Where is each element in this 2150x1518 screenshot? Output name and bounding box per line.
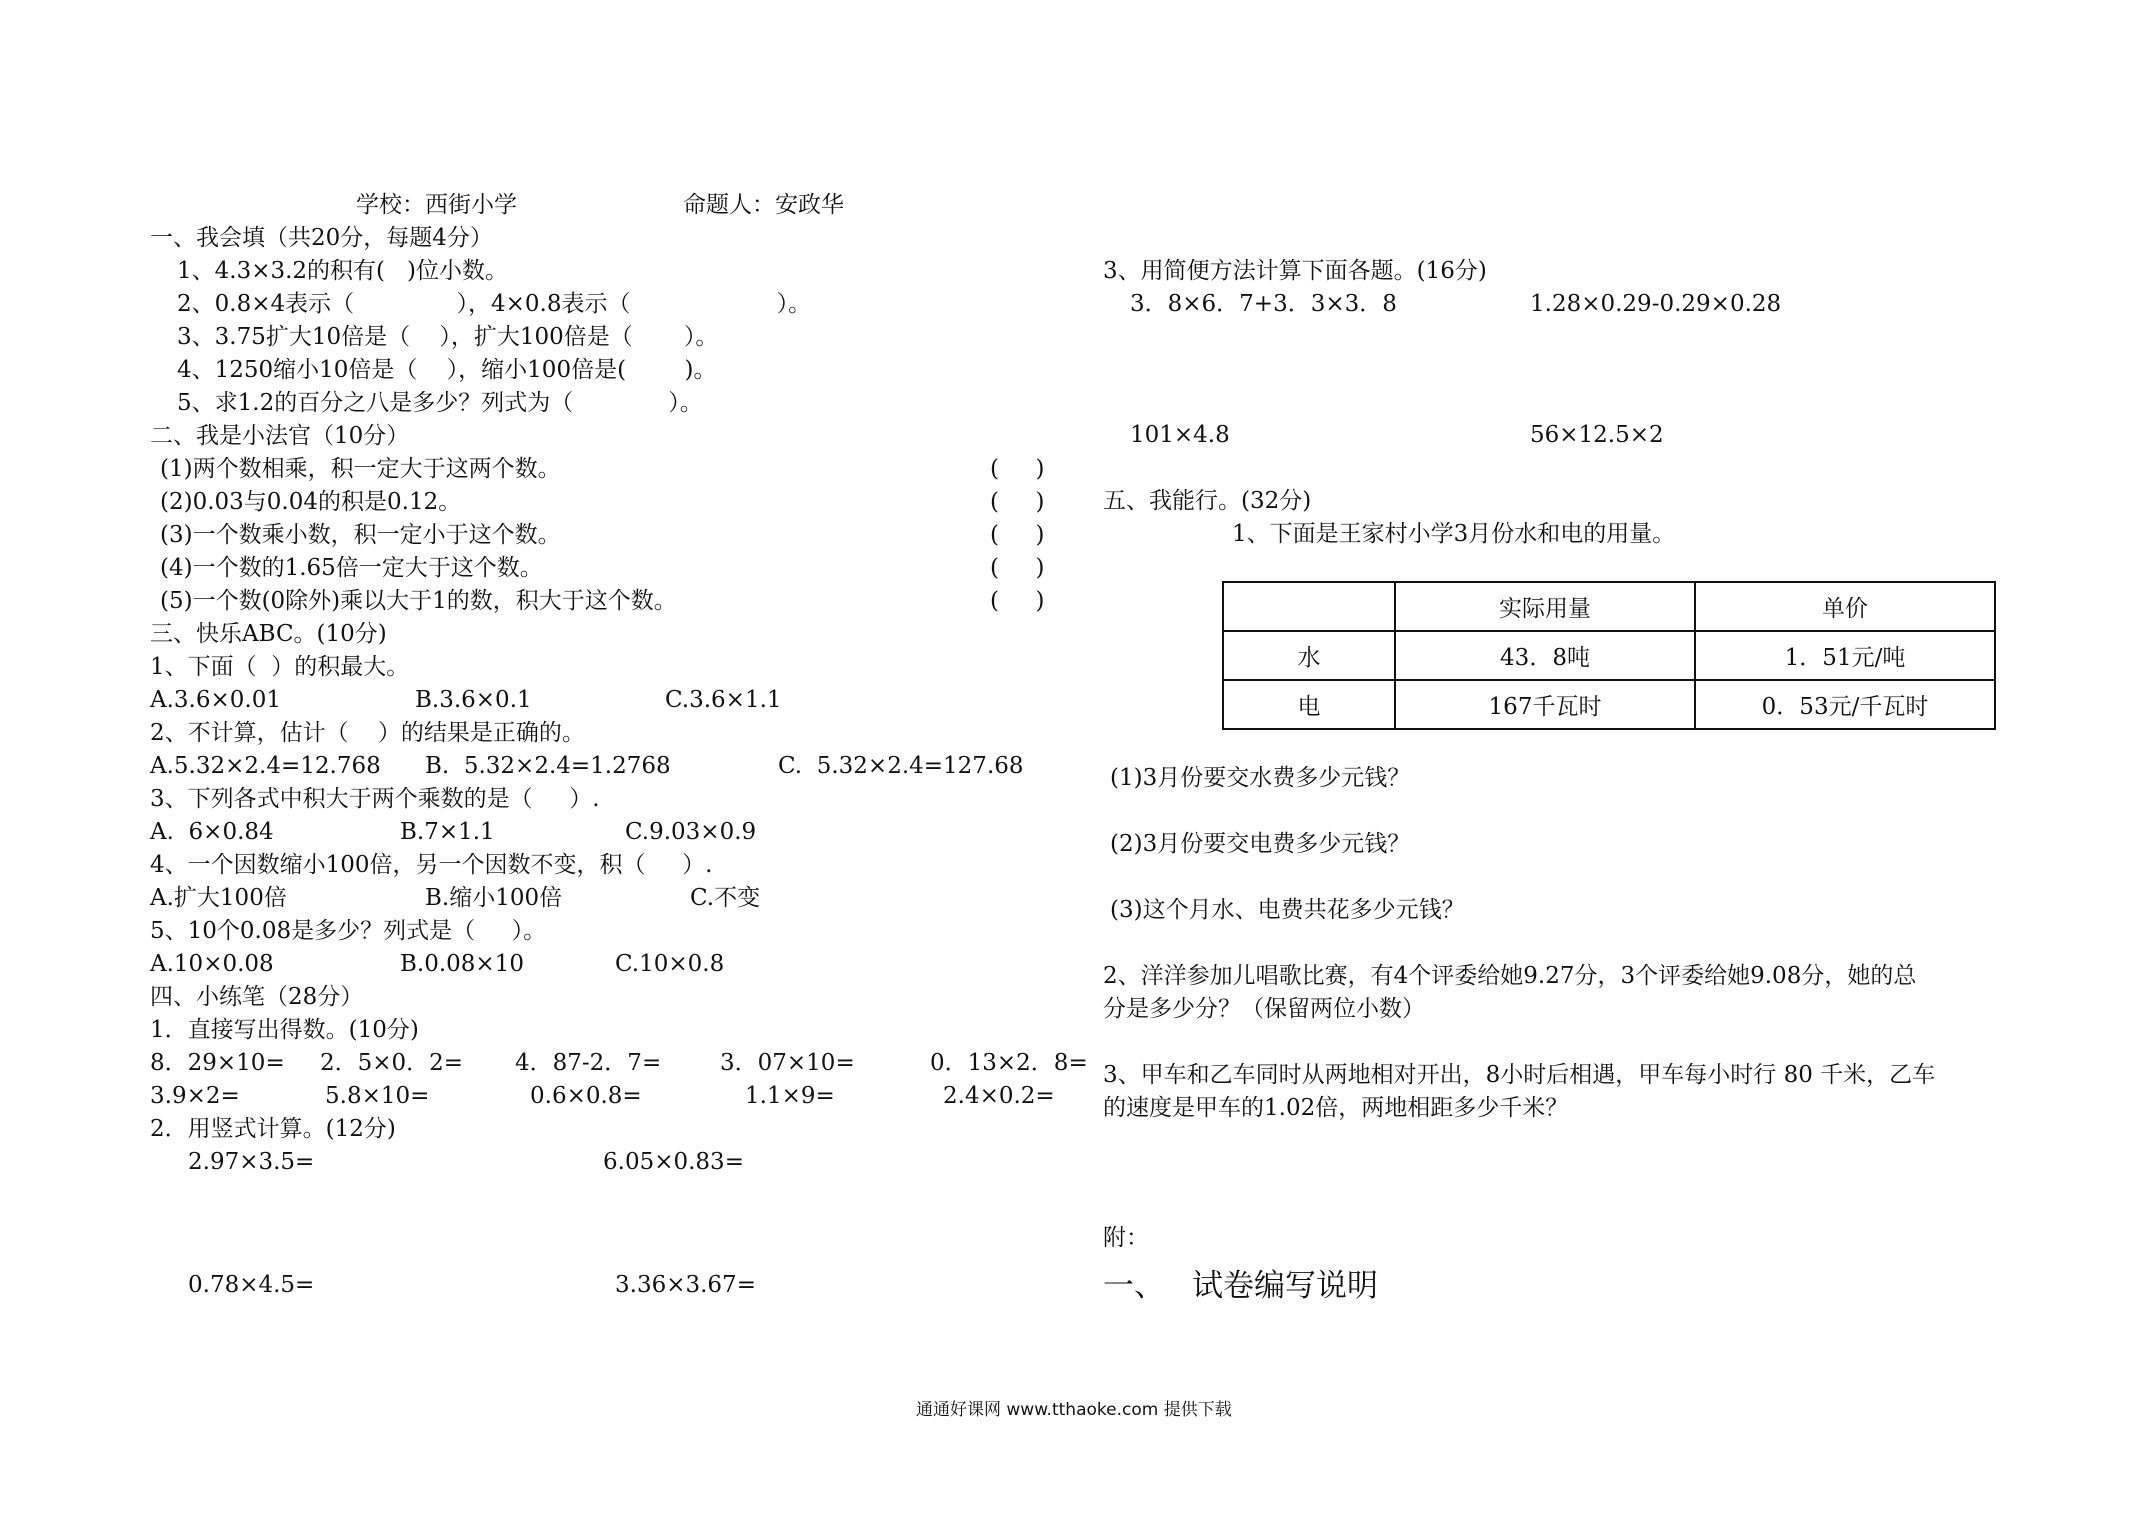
choice-question: 2、不计算，估计（ ）的结果是正确的。 — [150, 720, 585, 746]
oral-calc-item: 2．5×0．2= — [320, 1050, 464, 1076]
judge-answer-paren: ( ) — [990, 522, 1045, 548]
table-row — [1223, 680, 1995, 729]
word-problem: 3、甲车和乙车同时从两地相对开出，8小时后相遇，甲车每小时行 80 千米，乙车 — [1103, 1062, 1936, 1088]
choice-option: B. 5.32×2.4=1.2768 — [425, 753, 671, 779]
oral-calc-item: 8．29×10= — [150, 1050, 285, 1076]
choice-option: B.缩小100倍 — [425, 885, 563, 911]
judge-answer-paren: ( ) — [990, 456, 1045, 482]
choice-option: A.3.6×0.01 — [150, 687, 281, 713]
fill-item: 4、1250缩小10倍是（ ），缩小100倍是( )。 — [177, 357, 717, 383]
oral-calc-item: 0.6×0.8= — [530, 1083, 642, 1109]
author-label: 命题人：安政华 — [683, 192, 844, 218]
judge-item: (3)一个数乘小数，积一定小于这个数。 — [160, 522, 561, 548]
fill-item: 3、3.75扩大10倍是（ ），扩大100倍是（ ）。 — [177, 324, 719, 350]
choice-question: 4、一个因数缩小100倍，另一个因数不变，积（ ）. — [150, 852, 713, 878]
fill-item: 1、4.3×3.2的积有( )位小数。 — [177, 258, 508, 284]
choice-option: A.5.32×2.4=12.768 — [150, 753, 381, 779]
choice-option: A.10×0.08 — [150, 951, 274, 977]
section-1-title: 一、我会填（共20分，每题4分） — [150, 225, 493, 251]
choice-option: A.扩大100倍 — [150, 885, 287, 911]
fill-item: 2、0.8×4表示（ ），4×0.8表示（ ）。 — [177, 291, 812, 317]
table-cell: 电 — [1223, 680, 1395, 729]
word-problem-sub: (3)这个月水、电费共花多少元钱？ — [1110, 897, 1465, 923]
oral-calc-item: 0．13×2．8= — [930, 1050, 1088, 1076]
fill-item: 5、求1.2的百分之八是多少？列式为（ ）。 — [177, 390, 703, 416]
word-problem: 的速度是甲车的1.02倍，两地相距多少千米？ — [1103, 1095, 1569, 1121]
word-problem-sub: (1)3月份要交水费多少元钱？ — [1110, 765, 1411, 791]
section-2-title: 二、我是小法官（10分） — [150, 423, 410, 449]
choice-option: C. 5.32×2.4=127.68 — [778, 753, 1024, 779]
table-header-cell: 单价 — [1695, 582, 1995, 631]
vertical-calc-item: 0.78×4.5= — [188, 1272, 315, 1298]
judge-answer-paren: ( ) — [990, 588, 1045, 614]
section-4-title: 四、小练笔（28分） — [150, 984, 364, 1010]
vertical-calc-item: 3.36×3.67= — [615, 1272, 756, 1298]
choice-option: A. 6×0.84 — [150, 819, 274, 845]
footer-source: 通通好课网 www.tthaoke.com 提供下载 — [916, 1400, 1232, 1420]
table-header-cell: 实际用量 — [1395, 582, 1695, 631]
word-problem-sub: (2)3月份要交电费多少元钱？ — [1110, 831, 1411, 857]
oral-calc-item: 5.8×10= — [325, 1083, 430, 1109]
judge-item: (1)两个数相乘，积一定大于这两个数。 — [160, 456, 561, 482]
subsection-title: 1．直接写出得数。(10分) — [150, 1017, 419, 1043]
choice-option: C.3.6×1.1 — [665, 687, 782, 713]
judge-answer-paren: ( ) — [990, 489, 1045, 515]
table-row — [1223, 631, 1995, 680]
table-cell: 1．51元/吨 — [1695, 631, 1995, 680]
simplify-item: 1.28×0.29-0.29×0.28 — [1530, 291, 1782, 317]
vertical-calc-item: 6.05×0.83= — [603, 1149, 744, 1175]
oral-calc-item: 3．07×10= — [720, 1050, 855, 1076]
appendix-number: 一、 — [1103, 1268, 1165, 1304]
choice-question: 5、10个0.08是多少？列式是（ ）。 — [150, 918, 547, 944]
usage-table — [1222, 581, 1996, 730]
appendix-label: 附： — [1103, 1225, 1149, 1251]
choice-option: B.0.08×10 — [400, 951, 524, 977]
section-5-title: 五、我能行。(32分) — [1103, 488, 1312, 514]
table-cell: 43．8吨 — [1395, 631, 1695, 680]
subsection-title: 2．用竖式计算。(12分) — [150, 1116, 396, 1142]
judge-item: (4)一个数的1.65倍一定大于这个数。 — [160, 555, 543, 581]
choice-question: 3、下列各式中积大于两个乘数的是（ ）. — [150, 786, 600, 812]
table-cell: 0．53元/千瓦时 — [1695, 680, 1995, 729]
oral-calc-item: 3.9×2= — [150, 1083, 240, 1109]
choice-question: 1、下面（ ）的积最大。 — [150, 654, 410, 680]
choice-option: C.10×0.8 — [615, 951, 725, 977]
oral-calc-item: 4．87-2．7= — [515, 1050, 662, 1076]
choice-option: B.7×1.1 — [400, 819, 495, 845]
table-cell: 167千瓦时 — [1395, 680, 1695, 729]
table-header-cell — [1223, 582, 1395, 631]
judge-item: (2)0.03与0.04的积是0.12。 — [160, 489, 462, 515]
oral-calc-item: 1.1×9= — [745, 1083, 835, 1109]
oral-calc-item: 2.4×0.2= — [943, 1083, 1055, 1109]
word-problem: 2、洋洋参加儿唱歌比赛，有4个评委给她9.27分，3个评委给她9.08分，她的总 — [1103, 963, 1917, 989]
word-problem: 分是多少分？（保留两位小数） — [1103, 996, 1425, 1022]
table-cell: 水 — [1223, 631, 1395, 680]
simplify-item: 101×4.8 — [1130, 422, 1230, 448]
choice-option: B.3.6×0.1 — [415, 687, 532, 713]
choice-option: C.不变 — [690, 885, 761, 911]
appendix-title: 试卷编写说明 — [1192, 1268, 1378, 1304]
school-label: 学校：西街小学 — [356, 192, 517, 218]
section-3-title: 三、快乐ABC。(10分) — [150, 621, 387, 647]
table-intro: 1、下面是王家村小学3月份水和电的用量。 — [1232, 521, 1676, 547]
simplify-item: 3．8×6．7+3．3×3．8 — [1130, 291, 1397, 317]
judge-item: (5)一个数(0除外)乘以大于1的数，积大于这个数。 — [160, 588, 677, 614]
simplify-title: 3、用简便方法计算下面各题。(16分) — [1103, 258, 1487, 284]
judge-answer-paren: ( ) — [990, 555, 1045, 581]
vertical-calc-item: 2.97×3.5= — [188, 1149, 315, 1175]
simplify-item: 56×12.5×2 — [1530, 422, 1664, 448]
table-header-row — [1223, 582, 1995, 631]
choice-option: C.9.03×0.9 — [625, 819, 757, 845]
